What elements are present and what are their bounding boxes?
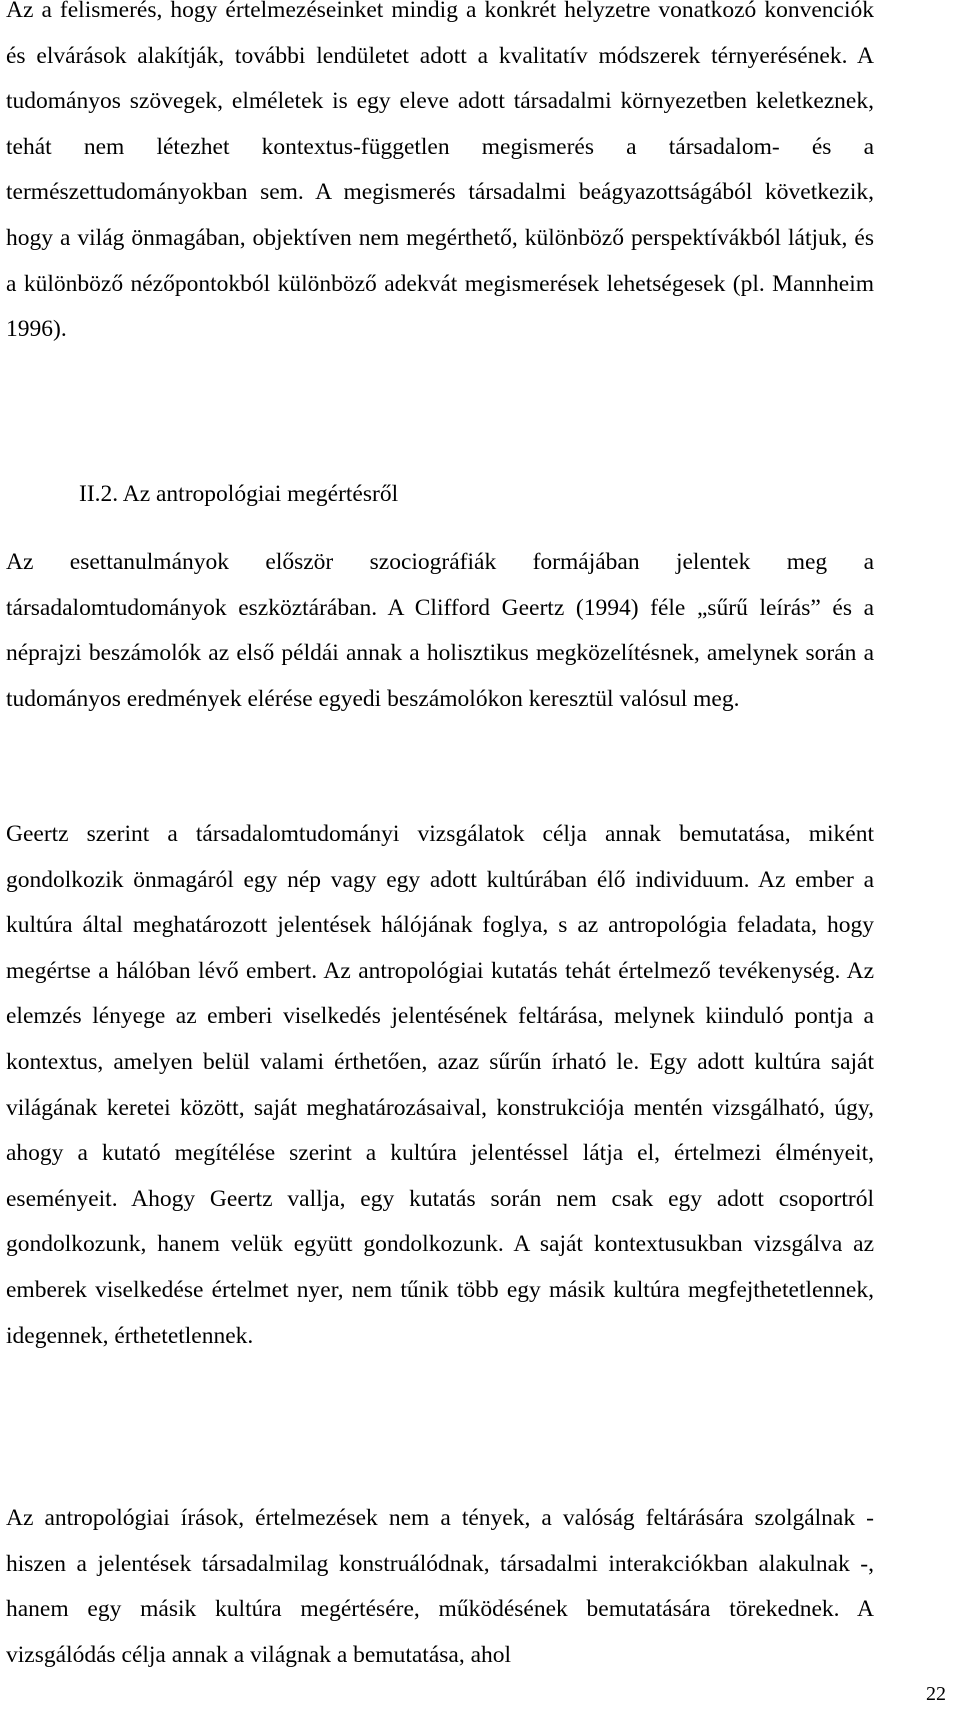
section-heading: II.2. Az antropológiai megértésről — [79, 481, 399, 507]
paragraph-geertz: Geertz szerint a társadalomtudományi vizsgálatok célja annak bemutatása, miként gondolkozik önmagáról egy nép vagy egy adott kultúrában élő individuum. Az ember a kultúra által meghatározott jelentések hálójának foglya, s az antropológia feladata, hogy megértse a hálóban lévő embert. Az antropológiai kutatás tehát értelmező tevékenység. Az elemzés lényege az emberi viselkedés jelentésének feltárása, melynek kiinduló pontja a kontextus, amelyen belül valami érthetően, azaz sűrűn írható le. Egy adott kultúra saját világának keretei között, saját meghatározásaival, konstrukciója mentén vizsgálható, úgy, ahogy a kutató megítélése szerint a kultúra jelentéssel látja el, értelmezi élményeit, eseményeit. Ahogy Geertz vallja, egy kutatás során nem csak egy adott csoportról gondolkozunk, hanem velük együtt gondolkozunk. A saját kontextusukban vizsgálva az emberek viselkedése értelmet nyer, nem tűnik több egy másik kultúra megfejthetetlennek, idegennek, érthetetlennek. — [6, 821, 874, 1349]
page-number: 22 — [926, 1683, 946, 1705]
paragraph-intro: Az a felismerés, hogy értelmezéseinket mindig a konkrét helyzetre vonatkozó konvenciók és elvárások alakítják, további lendületet adott a kvalitatív módszerek térnyerésének. A tudományos szövegek, elméletek is egy eleve adott társadalmi környezetben keletkeznek, tehát nem létezhet kontextus-független megismerés a társadalom- és a természettudományokban sem. A megismerés társadalmi beágyazottságából következik, hogy a világ önmagában, objektíven nem megérthető, különböző perspektívákból látjuk, és a különböző nézőpontokból különböző adekvát megismerések lehetségesek (pl. Mannheim 1996). — [6, 0, 874, 343]
paragraph-anthropological-writings: Az antropológiai írások, értelmezések nem a tények, a valóság feltárására szolgálnak - hiszen a jelentések társadalmilag konstruálódnak, társadalmi interakciókban alakulnak -, hanem egy másik kultúra megértésére, működésének bemutatására törekednek. A vizsgálódás célja annak a világnak a bemutatása, ahol — [6, 1505, 874, 1668]
paragraph-case-studies: Az esettanulmányok először szociográfiák formájában jelentek meg a társadalomtudományok eszköztárában. A Clifford Geertz (1994) féle „sűrű leírás” és a néprajzi beszámolók az első példái annak a holisztikus megközelítésnek, amelynek során a tudományos eredmények elérése egyedi beszámolókon keresztül valósul meg. — [6, 549, 874, 712]
